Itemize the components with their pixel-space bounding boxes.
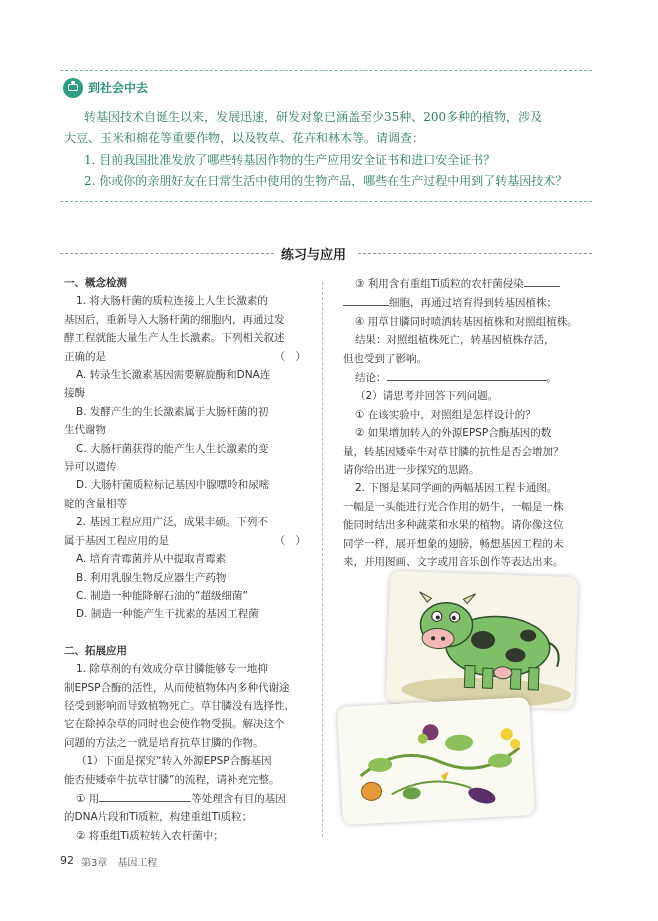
ext-line: （1）下面是探究“转入外源EPSP合酶基因 [76, 755, 272, 768]
ext-line: 能否使矮牵牛抗草甘膦”的流程，请补充完整。 [64, 773, 280, 786]
conclusion-label: 结论： [355, 372, 387, 385]
q1-line: 正确的是 [64, 350, 106, 363]
q2-item2: ② 如果增加转入的外源EPSP合酶基因的数 [355, 427, 552, 440]
fill-blank-1[interactable] [99, 789, 191, 802]
heading-extension: 二、拓展应用 [64, 644, 127, 657]
heading-concept-check: 一、概念检测 [64, 277, 127, 289]
q2-item2: 请你给出进一步探究的思路。 [343, 464, 480, 477]
answer-paren-1: （ ） [274, 350, 306, 363]
section-title: 练习与应用 [281, 248, 347, 263]
ext2-line: 能同时结出多种蔬菜和水果的植物。请你像这位 [343, 519, 564, 532]
q1-line: 酵工程就能大量生产人生长激素。下列相关叙述 [64, 332, 285, 345]
society-question-1: 1. 目前我国批准发放了哪些转基因作物的生产应用安全证书和进口安全证书？ [84, 153, 496, 167]
step1-line2: 的DNA片段和Ti质粒，构建重组Ti质粒； [64, 811, 253, 824]
ext-line: 1. 除草剂的有效成分草甘膦能够专一地抑 [76, 663, 268, 676]
step4: ④ 用草甘膦同时喷洒转基因植株和对照组植株。 [355, 315, 578, 328]
q2-item1: ① 在该实验中，对照组是怎样设计的？ [355, 408, 536, 421]
step1-suffix: 等处理含有目的基因 [191, 792, 286, 805]
answer-paren-2: （ ） [274, 534, 306, 547]
q2-line: 2. 基因工程应用广泛，成果丰硕。下列不 [76, 516, 268, 529]
column-divider [322, 282, 323, 837]
society-title: 到社会中去 [88, 81, 149, 95]
vegetable-plant-illustration [337, 697, 535, 825]
ext-line: 径受到影响而导致植物死亡。草甘膦没有选择性， [64, 699, 295, 712]
ext2-line: 同学一样，展开想象的翅膀，畅想基因工程的未 [343, 537, 564, 550]
ext2-line: 一幅是一头能进行光合作用的奶牛，一幅是一株 [343, 500, 564, 513]
q2-item2: 量，转基因矮牵牛对草甘膦的抗性是否会增加？ [343, 445, 564, 458]
step3-prefix: ③ 利用含有重组Ti质粒的农杆菌侵染 [355, 278, 524, 290]
q2-option: B. 利用乳腺生物反应器生产药物 [76, 571, 227, 584]
photosynthetic-cow-image [386, 571, 578, 709]
ext-line: 制EPSP合酶的活性，从而使植物体内多种代谢途 [64, 681, 290, 694]
cow-illustration [386, 571, 578, 709]
q1-option: D. 大肠杆菌质粒标记基因中腺嘌呤和尿嘧 [76, 479, 270, 492]
ext-line: 问题的方法之一就是培育抗草甘膦的作物。 [64, 736, 264, 749]
section-rule-left [60, 253, 274, 254]
left-column [64, 274, 312, 845]
right-column [343, 274, 595, 572]
section-rule-right [358, 253, 592, 254]
result-line1: 结果：对照组植株死亡，转基因植株存活， [355, 334, 555, 347]
fill-blank-2a[interactable] [524, 274, 560, 287]
q2-option: A. 培育青霉菌并从中提取青霉素 [76, 553, 227, 566]
society-badge-icon [63, 78, 83, 98]
result-line2: 但也受到了影响。 [343, 352, 427, 365]
q1-option: 啶的含量相等 [64, 497, 127, 510]
q2-intro: （2）请思考并回答下列问题。 [355, 390, 499, 403]
q1-option: C. 大肠杆菌获得的能产生人生长激素的变 [76, 442, 269, 455]
society-question-2: 2. 你或你的亲朋好友在日常生活中使用的生物产品，哪些在生产过程中用到了转基因技术？ [84, 174, 568, 188]
conclusion-period: 。 [546, 372, 557, 385]
q2-line: 属于基因工程应用的是 [64, 534, 169, 547]
q1-line: 基因后，重新导入大肠杆菌的细胞内，再通过发 [64, 313, 285, 326]
step2: ② 将重组Ti质粒转入农杆菌中； [76, 829, 224, 842]
q2-option: D. 制造一种能产生干扰素的基因工程菌 [76, 608, 259, 621]
multi-crop-plant-image [337, 697, 535, 825]
q1-option: 异可以遗传 [64, 461, 117, 474]
society-intro-line2: 大豆、玉米和棉花等重要作物，以及牧草、花卉和林木等。请调查： [64, 131, 425, 145]
ext2-line: 2. 下图是某同学画的两幅基因工程卡通图。 [355, 482, 558, 495]
chapter-label: 第3章 基因工程 [81, 858, 158, 869]
q1-option: A. 转录生长激素基因需要解旋酶和DNA连 [76, 369, 271, 382]
ext2-line: 来，并用图画、文字或用音乐创作等表达出来。 [343, 556, 564, 569]
q1-option: 接酶 [64, 387, 85, 400]
q2-option: C. 制造一种能降解石油的“超级细菌” [76, 589, 248, 602]
fill-blank-conclusion[interactable] [387, 368, 547, 381]
society-intro-line1: 转基因技术自诞生以来，发展迅速，研发对象已涵盖至少35种、200多种的植物，涉及 [84, 110, 543, 124]
fill-blank-2b[interactable] [343, 293, 389, 306]
q1-option: 生代谢物 [64, 424, 106, 437]
step1-prefix: ① 用 [76, 792, 100, 805]
q1-line: 1. 将大肠杆菌的质粒连接上人生长激素的 [76, 295, 268, 308]
step3-suffix: 细胞，再通过培育得到转基因植株； [389, 297, 557, 310]
q1-option: B. 发酵产生的生长激素属于大肠杆菌的初 [76, 405, 269, 418]
ext-line: 它在除掉杂草的同时也会使作物受损。解决这个 [64, 718, 285, 731]
page-number: 92 [60, 854, 74, 867]
